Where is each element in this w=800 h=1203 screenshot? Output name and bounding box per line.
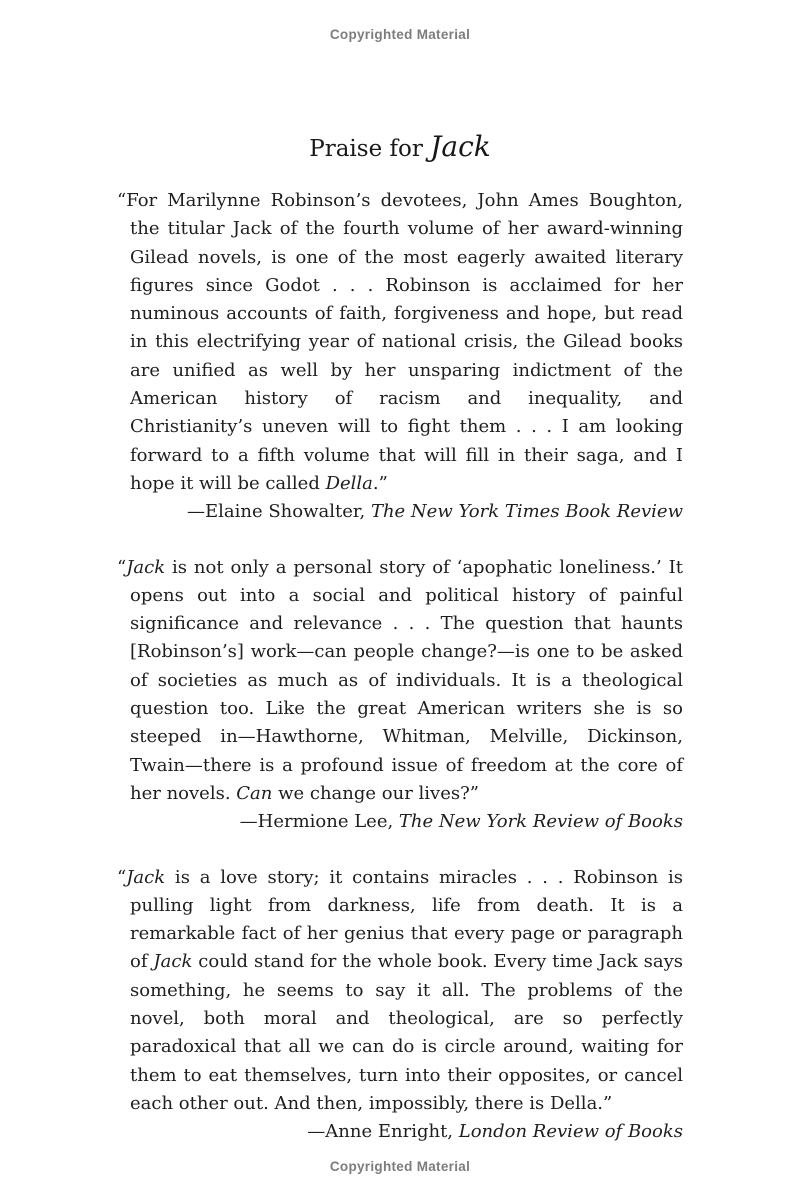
quote-block: [117, 554, 683, 837]
quote-block: [117, 187, 683, 527]
quote-text: “Jack is not only a personal story of ‘apophatic loneliness.’ It opens out into a social and political history of painful significance and relevance . . . The question that haunts [Robinson’s] work—can people change?—is one to be asked of societies as much as of individuals. It is a theological question too. Like the great American writers she is so steeped in—Hawthorne, Whitman, Melville, Dickinson, Twain—there is a profound issue of freedom at the core of her novels. Can we change our lives?”: [117, 556, 683, 804]
copyright-notice-bottom: Copyrighted Material: [329, 1159, 471, 1174]
quote-text: “Jack is a love story; it contains miracles . . . Robinson is pulling light from darkness, life from death. It is a remarkable fact of her genius that every page or paragraph of Jack could stand for the whole book. Every time Jack says something, he seems to say it all. The problems of the novel, both moral and theological, are so perfectly paradoxical that all we can do is circle around, waiting for them to eat themselves, turn into their opposites, or cancel each other out. And then, impossibly, there is Della.”: [117, 866, 683, 1114]
quote-block: [117, 864, 683, 1147]
praise-quotes-section: [0, 187, 800, 1147]
book-title-name: Jack: [430, 130, 491, 163]
page-title: [0, 130, 800, 163]
quote-text: “For Marilynne Robinson’s devotees, John Ames Boughton, the titular Jack of the fourth volume of her award-winning Gilead novels, is one of the most eagerly awaited literary figures since Godot . . . Robinson is acclaimed for her numinous accounts of faith, forgiveness and hope, but read in this electrifying year of national crisis, the Gilead books are unified as well by her unsparing indictment of the American history of racism and inequality, and Christianity’s uneven will to fight them . . . I am looking forward to a fifth volume that will fill in their saga, and I hope it will be called Della.”: [117, 190, 683, 494]
quote-attribution: —Anne Enright, London Review of Books: [307, 1121, 683, 1143]
page-title-prefix: Praise for: [309, 136, 431, 162]
quote-attribution: —Elaine Showalter, The New York Times Book Review: [186, 501, 683, 523]
copyright-notice-top: Copyrighted Material: [329, 27, 471, 42]
quote-attribution: —Hermione Lee, The New York Review of Books: [239, 811, 683, 833]
